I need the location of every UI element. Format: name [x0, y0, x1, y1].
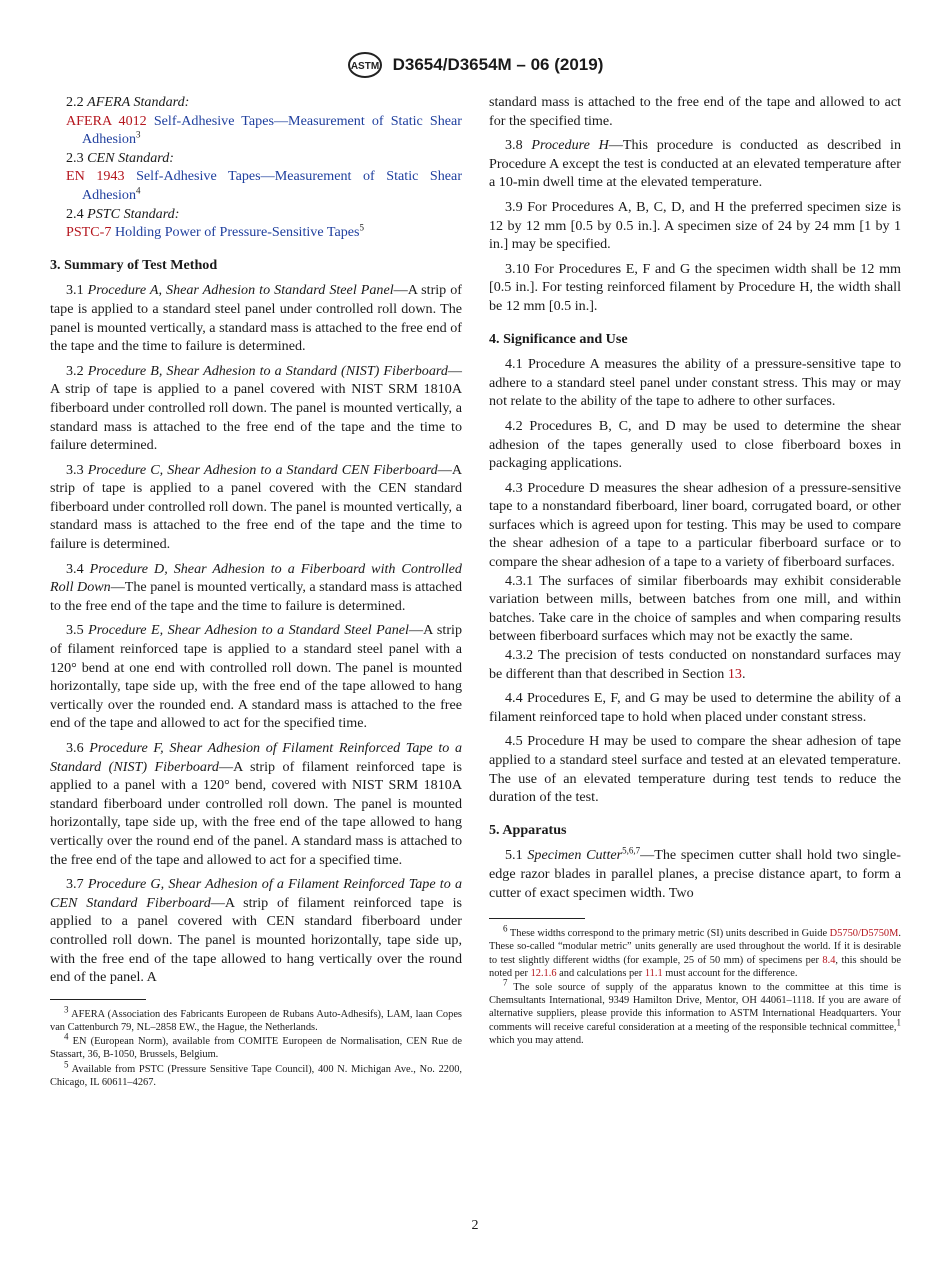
afera-reference[interactable]: AFERA 4012 Self-Adhesive Tapes—Measurement of Static Shear Adhesion$^3$	[66, 112, 462, 148]
section-2-3: 2.3 CEN Standard:	[66, 149, 174, 166]
footnote-3: $^3$ AFERA (Association des Fabricants Europeen de Rubans Auto-Adhesifs), LAM, laan Copes van Cattenburch 79, NL–2858 EW., the Hague, the Netherlands.	[50, 1004, 462, 1033]
section-4-heading: 4. Significance and Use	[489, 330, 628, 347]
footnote-divider	[50, 999, 146, 1000]
section-3-heading: 3. Summary of Test Method	[50, 256, 218, 273]
paragraph-4-5: 4.5 Procedure H may be used to compare the shear adhesion of tape applied to a standard steel surface and tested at an elevated temperature. The use of an elevated temperature during test tends to reduce the duration of the test.	[489, 733, 901, 806]
paragraph-3-5: 3.5 Procedure E, Shear Adhesion to a Standard Steel Panel—A strip of filament reinforced tape is applied to a standard steel panel with a 120° bend at one end with controlled roll down. The panel is mounted horizontally, tape side up, with the free end of the tape allowed to hang vertically over the rounded end. A standard mass is attached to the free end of the tape and allowed to act for the specified time.	[50, 622, 462, 732]
paragraph-4-3-1: 4.3.1 The surfaces of similar fiberboards may exhibit considerable variation between mills, between batches from one mill, and within batches. Take care in the choice of samples and when comparing results between fiberboard surfaces which may not be exactly the same.	[489, 572, 901, 645]
footnote-6: $^6$ These widths correspond to the primary metric (SI) units described in Guide D5750/D5750M. These so-called “modular metric” units generally are used throughout the world. If it is desirable to test slightly different widths (for example, 25 of 50 mm) of specimens per 8.4, this should be noted per 12.1.6 and calculations per 11.1 must account for the difference.	[489, 923, 901, 979]
paragraph-3-7-continued: standard mass is attached to the free end of the tape and allowed to act for the specified time.	[489, 94, 901, 129]
paragraph-4-1: 4.1 Procedure A measures the ability of a pressure-sensitive tape to adhere to a standard steel panel under constant stress. This may or may not relate to the ability of the tape to adhere to other surfaces.	[489, 356, 901, 410]
paragraph-3-8: 3.8 Procedure H—This procedure is conducted as described in Procedure A except the test is conducted at an elevated temperature after a 10-min dwell time at the elevated temperature.	[489, 137, 901, 191]
footnote-divider-right	[489, 918, 585, 919]
footnote-5: $^5$ Available from PSTC (Pressure Sensitive Tape Council), 400 N. Michigan Ave., No. 2200, Chicago, IL 60611–4267.	[50, 1059, 462, 1088]
astm-logo-icon	[347, 52, 383, 78]
d5750-link[interactable]: D5750/D5750M	[829, 928, 899, 940]
paragraph-3-4: 3.4 Procedure D, Shear Adhesion to a Fiberboard with Controlled Roll Down—The panel is mounted vertically, a standard mass is attached to the free end of the tape and the time to failure is determined.	[50, 560, 463, 614]
section-8-4-link[interactable]: 8.4	[822, 954, 836, 966]
paragraph-3-10: 3.10 For Procedures E, F and G the specimen width shall be 12 mm [0.5 in.]. For testing reinforced filament by Procedure H, the width shall be 12 mm [0.5 in.].	[489, 260, 901, 314]
left-column	[50, 93, 462, 1090]
paragraph-3-2: 3.2 Procedure B, Shear Adhesion to a Standard (NIST) Fiberboard—A strip of tape is applied to a panel covered with NIST SRM 1810A fiberboard under controlled roll down. The panel is mounted vertically, a standard mass is attached to the free end of the tape and the time to failure determined.	[50, 362, 462, 454]
paragraph-3-3: 3.3 Procedure C, Shear Adhesion to a Standard CEN Fiberboard—A strip of tape is applied to a panel covered with the CEN standard fiberboard under controlled roll down. The panel is mounted vertically, a standard mass is attached to the free end of the tape and the time to failure is determined.	[50, 461, 462, 553]
paragraph-3-7: 3.7 Procedure G, Shear Adhesion of a Filament Reinforced Tape to a CEN Standard Fiberboard—A strip of filament reinforced tape is applied to a panel covered with CEN standard fiberboard under controlled roll down. The panel is mounted horizontally, tape side up, with the free end of the tape allowed to hang vertically over the round end of the panel. A	[50, 876, 462, 986]
paragraph-3-6: 3.6 Procedure F, Shear Adhesion of Filament Reinforced Tape to a Standard (NIST) Fiberboard—A strip of filament reinforced tape is applied to a panel with a 120° bend, covered with NIST SRM 1810A standard fiberboard under controlled roll down. The panel is mounted horizontally, tape side up, with the free end of the tape allowed to hang vertically over the round end of the panel. A standard mass is attached to the free end of the tape and allowed to act for a specified time.	[50, 740, 462, 868]
section-2-2: 2.2 AFERA Standard:	[66, 94, 190, 110]
paragraph-3-1: 3.1 Procedure A, Shear Adhesion to Standard Steel Panel—A strip of tape is applied to a standard steel panel under controlled roll down. The panel is mounted vertically, a standard mass is attached to the free end of the tape and the time to failure is determined.	[50, 282, 462, 355]
section-11-1-link[interactable]: 11.1	[644, 967, 663, 979]
pstc-reference[interactable]: PSTC-7 Holding Power of Pressure-Sensitive Tapes$^5$	[66, 222, 365, 241]
paragraph-4-3: 4.3 Procedure D measures the shear adhesion of a pressure-sensitive tape to a nonstandard fiberboard, liner board, corrugated board, or other surfaces which is agreed upon for testing. This may be used to compare the shear adhesion of a tape to a particular fiberboard surface or to compare the shear adhesion of a tape to a variety of fiberboard surfaces.	[489, 479, 901, 571]
paragraph-3-9: 3.9 For Procedures A, B, C, D, and H the preferred specimen size is 12 by 12 mm [0.5 by 0.5 in.]. A specimen size of 24 by 24 mm [1 by 1 in.] may be specified.	[489, 198, 901, 253]
en-reference[interactable]: EN 1943 Self-Adhesive Tapes—Measurement of Static Shear Adhesion$^4$	[66, 168, 463, 203]
section-12-1-6-link[interactable]: 12.1.6	[530, 967, 557, 979]
logo-text: ASTM	[350, 61, 379, 72]
section-5-heading: 5. Apparatus	[489, 821, 567, 838]
paragraph-4-4: 4.4 Procedures E, F, and G may be used to determine the ability of a filament reinforced tape to hold when placed under constant stress.	[489, 690, 901, 725]
paragraph-5-1: 5.1 Specimen Cutter$^{5,6,7}$—The specimen cutter shall hold two single-edge razor blades in parallel planes, a precise distance apart, to form a cutter of exact specimen width. Two	[489, 845, 901, 901]
right-column	[489, 93, 901, 1048]
page-header	[0, 52, 950, 82]
paragraph-4-3-2: 4.3.2 The precision of tests conducted on nonstandard surfaces may be different than that described in Section 13.	[489, 647, 901, 682]
document-id: D3654/D3654M – 06 (2019)	[392, 55, 604, 74]
page-number: 2	[471, 1218, 479, 1233]
section-2-4: 2.4 PSTC Standard:	[66, 205, 180, 222]
footnote-4: $^4$ EN (European Norm), available from COMITE Europeen de Normalisation, CEN Rue de Stassart, 36, B-1050, Brussels, Belgium.	[50, 1031, 462, 1061]
footnote-7: $^7$ The sole source of supply of the apparatus known to the committee at this time is Chemsultants International, 9349 Hamilton Drive, Mentor, OH 44061–1118. If you are aware of alternative suppliers, please provide this information to ASTM International Headquarters. Your comments will receive careful consideration at a meeting of the responsible technical committee,$^1$ which you may attend.	[489, 977, 901, 1046]
section-13-link[interactable]: 13	[727, 665, 742, 682]
paragraph-4-2: 4.2 Procedures B, C, and D may be used to determine the shear adhesion of the tapes generally used to close fiberboard boxes in packaging applications.	[489, 417, 901, 472]
